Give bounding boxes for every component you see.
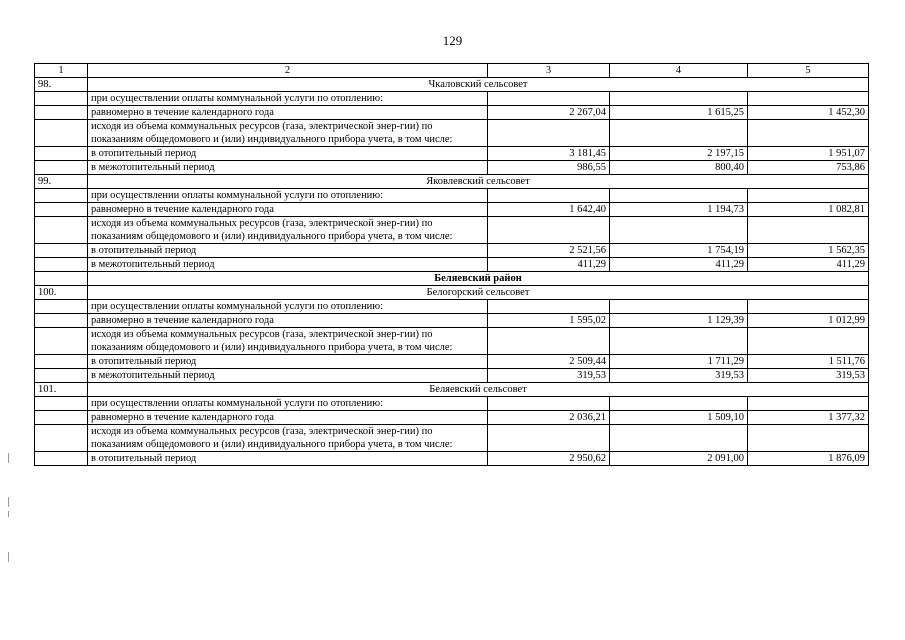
table-row [35,452,869,466]
value-col-3: 2 509,44 [488,355,610,369]
value-col-3 [488,120,610,147]
table-row [35,217,869,244]
settlement-header-row [35,286,869,300]
settlement-name: Беляевский сельсовет [88,383,869,397]
row-number-empty [35,120,88,147]
row-number-empty [35,106,88,120]
value-col-5: 1 511,76 [748,355,869,369]
scan-edge-mark [8,511,9,517]
column-header: 5 [748,64,869,78]
row-number-empty [35,92,88,106]
district-header-row [35,272,869,286]
value-col-4: 1 509,10 [610,411,748,425]
value-col-3 [488,328,610,355]
settlement-header-row [35,383,869,397]
row-number-empty [35,189,88,203]
value-col-3: 2 521,56 [488,244,610,258]
value-col-5: 1 082,81 [748,203,869,217]
value-col-5 [748,300,869,314]
value-col-3: 2 267,04 [488,106,610,120]
row-number-empty [35,314,88,328]
row-number-empty [35,425,88,452]
row-label: в отопительный период [88,147,488,161]
row-label: равномерно в течение календарного года [88,106,488,120]
value-col-4: 800,40 [610,161,748,175]
row-number-empty [35,258,88,272]
value-col-4 [610,300,748,314]
scan-edge-mark [8,497,9,507]
row-number-empty [35,369,88,383]
value-col-3: 319,53 [488,369,610,383]
row-number: 101. [35,383,88,397]
table-row [35,314,869,328]
value-col-3: 1 642,40 [488,203,610,217]
row-number-empty [35,147,88,161]
row-label: в отопительный период [88,452,488,466]
row-label: исходя из объема коммунальных ресурсов (газа, электрической энер-гии) по показаниям общедомового и (или) индивидуального прибора учета, в том числе: [88,425,488,452]
row-label: в отопительный период [88,355,488,369]
value-col-4 [610,92,748,106]
value-col-3 [488,300,610,314]
value-col-4: 1 194,73 [610,203,748,217]
value-col-5: 411,29 [748,258,869,272]
row-number-empty [35,397,88,411]
row-number-empty [35,217,88,244]
table-row [35,411,869,425]
table-row [35,106,869,120]
value-col-4 [610,120,748,147]
row-number-empty [35,300,88,314]
row-label: в межотопительный период [88,369,488,383]
value-col-3 [488,217,610,244]
table-row [35,147,869,161]
row-number: 100. [35,286,88,300]
value-col-5: 1 876,09 [748,452,869,466]
value-col-3 [488,425,610,452]
value-col-4: 2 197,15 [610,147,748,161]
value-col-3: 3 181,45 [488,147,610,161]
table-row [35,258,869,272]
value-col-3 [488,397,610,411]
row-number-empty [35,203,88,217]
value-col-5 [748,425,869,452]
table-row [35,397,869,411]
table-row [35,120,869,147]
value-col-4: 1 129,39 [610,314,748,328]
table-row [35,92,869,106]
row-label: исходя из объема коммунальных ресурсов (газа, электрической энер-гии) по показаниям общедомового и (или) индивидуального прибора учета, в том числе: [88,120,488,147]
value-col-3: 986,55 [488,161,610,175]
table-row [35,369,869,383]
value-col-4: 1 711,29 [610,355,748,369]
settlement-header-row [35,78,869,92]
page-number: 129 [442,33,463,48]
table-row [35,203,869,217]
settlement-header-row [35,175,869,189]
row-label: при осуществлении оплаты коммунальной услуги по отоплению: [88,397,488,411]
table-header-row [35,64,869,78]
scan-edge-mark [8,453,9,463]
row-label: равномерно в течение календарного года [88,411,488,425]
value-col-4 [610,217,748,244]
value-col-5 [748,217,869,244]
row-number-empty [35,244,88,258]
row-label: при осуществлении оплаты коммунальной услуги по отоплению: [88,189,488,203]
row-label: равномерно в течение календарного года [88,314,488,328]
row-number-empty [35,411,88,425]
value-col-5 [748,328,869,355]
value-col-4 [610,328,748,355]
settlement-name: Яковлевский сельсовет [88,175,869,189]
value-col-5: 1 377,32 [748,411,869,425]
table-row [35,300,869,314]
row-label: в межотопительный период [88,258,488,272]
value-col-4: 411,29 [610,258,748,272]
row-number-empty [35,161,88,175]
column-header: 3 [488,64,610,78]
value-col-3: 411,29 [488,258,610,272]
value-col-3 [488,189,610,203]
table-row [35,328,869,355]
column-header: 4 [610,64,748,78]
row-label: в межотопительный период [88,161,488,175]
column-header: 2 [88,64,488,78]
value-col-5: 319,53 [748,369,869,383]
value-col-3: 1 595,02 [488,314,610,328]
row-number-empty [35,328,88,355]
value-col-5 [748,397,869,411]
value-col-5: 1 452,30 [748,106,869,120]
value-col-5: 1 562,35 [748,244,869,258]
row-number-empty [35,355,88,369]
table-row [35,244,869,258]
table-row [35,189,869,203]
value-col-4 [610,189,748,203]
value-col-5: 1 012,99 [748,314,869,328]
value-col-4 [610,397,748,411]
row-label: при осуществлении оплаты коммунальной услуги по отоплению: [88,300,488,314]
value-col-5 [748,92,869,106]
value-col-3 [488,92,610,106]
row-label: в отопительный период [88,244,488,258]
tariff-table [34,63,869,466]
table-row [35,425,869,452]
column-header: 1 [35,64,88,78]
district-name: Беляевский район [88,272,869,286]
row-number-empty [35,452,88,466]
value-col-4 [610,425,748,452]
value-col-5 [748,189,869,203]
value-col-4: 1 754,19 [610,244,748,258]
value-col-5 [748,120,869,147]
value-col-5: 753,86 [748,161,869,175]
table-row [35,161,869,175]
settlement-name: Белогорский сельсовет [88,286,869,300]
table-row [35,355,869,369]
settlement-name: Чкаловский сельсовет [88,78,869,92]
value-col-5: 1 951,07 [748,147,869,161]
row-label: при осуществлении оплаты коммунальной услуги по отоплению: [88,92,488,106]
row-label: исходя из объема коммунальных ресурсов (газа, электрической энер-гии) по показаниям общедомового и (или) индивидуального прибора учета, в том числе: [88,217,488,244]
value-col-4: 319,53 [610,369,748,383]
value-col-4: 2 091,00 [610,452,748,466]
row-number-empty [35,272,88,286]
row-number: 99. [35,175,88,189]
scan-edge-mark [8,552,9,562]
row-label: исходя из объема коммунальных ресурсов (газа, электрической энер-гии) по показаниям общедомового и (или) индивидуального прибора учета, в том числе: [88,328,488,355]
value-col-3: 2 950,62 [488,452,610,466]
value-col-3: 2 036,21 [488,411,610,425]
row-number: 98. [35,78,88,92]
value-col-4: 1 615,25 [610,106,748,120]
row-label: равномерно в течение календарного года [88,203,488,217]
